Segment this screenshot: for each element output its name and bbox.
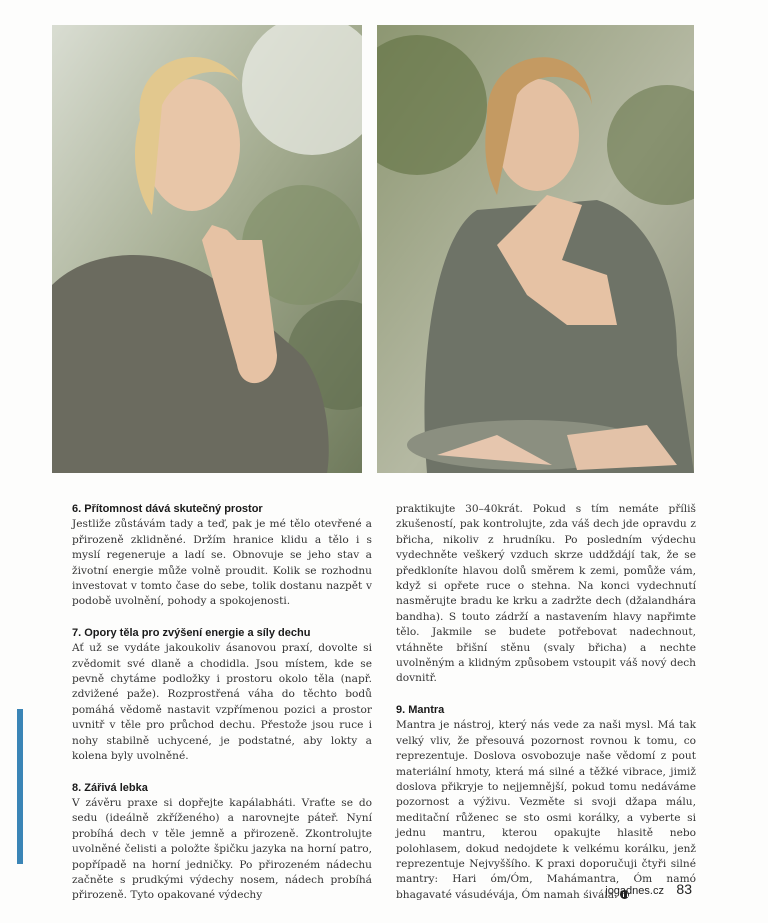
section-body	[396, 718, 696, 903]
section-heading: 7. Opory těla pro zvýšení energie a síly dechu	[72, 626, 311, 639]
column-right	[396, 502, 696, 919]
footer-site: jogadnes.cz	[605, 885, 664, 897]
section-body: Jestliže zůstávám tady a teď, pak je mé tělo otevřené a přirozeně zklidněné. Držím hranice klidu a tělo i s myslí regeneruje a ladí se. Obnovuje se jeho stav a životní energie může volně proudit. Kolik se rozhodnu investovat v tomto čase do sebe, tolik dostanu nazpět v podobě uvolnění, pohody a spokojenosti.	[72, 518, 372, 608]
photo-woman-hand-on-collarbone	[52, 25, 362, 473]
column-left	[72, 502, 372, 920]
section-body: V závěru praxe si dopřejte kapálabháti. Vraťte se do sedu (ideálně zkříženého) a narovnejte páteř. Nyní probíhá dech v těle jemně a přirozeně. Zkontrolujte uvolněné čelisti a položte špičku jazyka na horní patro, popřípadě na horní jedničky. Po přirozeném nádechu začněte s prudkými výdechy nosem, nádech probíhá přirozeně. Tyto opakované výdechy	[72, 796, 372, 902]
page-footer	[605, 881, 692, 899]
section-6	[72, 502, 372, 610]
photo-woman-hands-on-chest	[377, 25, 694, 473]
section-7	[72, 626, 372, 765]
side-accent-bar	[17, 709, 23, 864]
mantra-text: Mantra je nástroj, který nás vede za naši mysl. Má tak velký vliv, že přesouvá pozornost rovnou k tomu, co reprezentuje. Doslova osvobozuje naše vědomí z pout materiální hmoty, která má silné a těžké vibrace, jimiž doslova přikryje to nejjemnější, pokud tomu nedáváme pozornost a výživu. Vezměte si svoji džapa málu, meditační růženec se sto osmi korálky, a vyberte si jednu mantru, kterou opakujte hlasitě nebo polohlasem, dokud nedojdete k velkému korálku, jenž reprezentuje Nejvyššího. K praxi doporučuji čtyři silné mantry: Hari óm/Óm, Mahámantra, Óm namó bhagavaté vásudévája, Óm namah śiváia.	[396, 719, 696, 901]
section-8-continued	[396, 502, 696, 687]
section-body: Ať už se vydáte jakoukoliv ásanovou praxí, dovolte si zvědomit své dlaně a chodidla. Jsou místem, kde se pevně chytáme podložky i prostoru okolo těla (např. zdvižené paže). Rozprostřená váha do těchto bodů pomáhá vědomě nastavit vzpřímenou pozici a prostor uvnitř v těle pro průchod dechu. Přestože jsou ruce i nohy stabilně uchycené, je podstatné, aby lokty a kolena byly uvolněné.	[72, 642, 372, 763]
section-8	[72, 781, 372, 904]
section-heading: 9. Mantra	[396, 703, 445, 716]
page-number: 83	[676, 881, 692, 897]
section-body-continued: praktikujte 30–40krát. Pokud s tím nemáte příliš zkušeností, pak kontrolujte, zda váš dech jde opravdu z břicha, nikoliv z hrudníku. Po posledním výdechu vydechněte veškerý vzduch skrze uddždájí tak, že se předkloníte hlavou dolů směrem k zemi, pomůže vám, když si opřete ruce o stehna. Na konci vydechnutí nasměrujte bradu ke krku a zadržte dech (džalandhára bandha). S touto zádrží a nastavením hlavy napřimte tělo. Jakmile se budete potřebovat nadechnout, vtáhněte břišní stěnu (svaly břicha) a nechte uvolněným a klidným způsobem vstoupit váš nový dech dovnitř.	[396, 503, 696, 685]
section-heading: 8. Zářivá lebka	[72, 781, 148, 794]
section-9	[396, 703, 696, 903]
section-heading: 6. Přítomnost dává skutečný prostor	[72, 503, 263, 515]
